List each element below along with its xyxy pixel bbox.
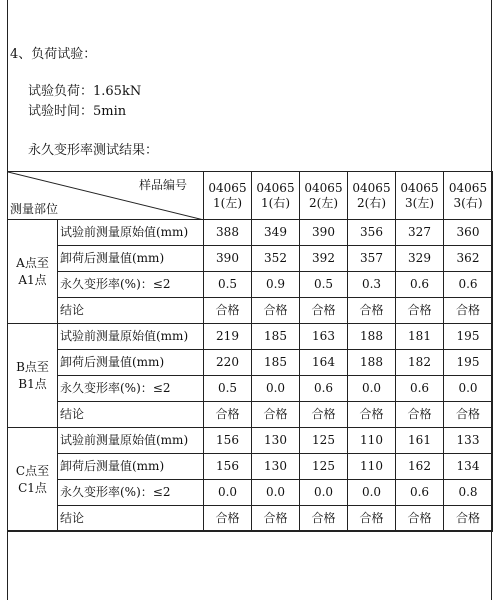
value-cell: 0.6 [396, 272, 444, 298]
test-item-label: 永久变形率(%)：≤2 [58, 376, 204, 402]
value-cell: 合格 [444, 506, 493, 532]
position-label: B点至 [16, 359, 49, 374]
value-cell: 0.6 [300, 376, 348, 402]
value-cell: 219 [204, 324, 252, 350]
sample-side: 3(左) [405, 195, 434, 210]
value-cell: 156 [204, 428, 252, 454]
value-cell: 0.6 [396, 376, 444, 402]
value-cell: 0.5 [300, 272, 348, 298]
value-cell: 合格 [204, 402, 252, 428]
value-cell: 合格 [396, 298, 444, 324]
table-row [8, 454, 493, 480]
value-cell: 388 [204, 220, 252, 246]
value-cell: 0.0 [348, 480, 396, 506]
sample-header-5 [396, 172, 444, 220]
position-label: A点至 [16, 255, 49, 270]
test-item-label: 试验前测量原始值(mm) [58, 220, 204, 246]
test-time-text: 试验时间：5min [28, 104, 127, 119]
value-cell: 188 [348, 350, 396, 376]
test-item-label: 卸荷后测量值(mm) [58, 454, 204, 480]
value-cell: 0.0 [348, 376, 396, 402]
measurement-position-header: 测量部位 [10, 202, 59, 216]
sample-header-1 [204, 172, 252, 220]
value-cell: 合格 [348, 506, 396, 532]
section-title: 4、负荷试验： [10, 47, 97, 62]
test-item-label: 试验前测量原始值(mm) [58, 324, 204, 350]
test-item-label: 结论 [58, 298, 204, 324]
sample-header-6 [444, 172, 493, 220]
value-cell: 133 [444, 428, 493, 454]
value-cell: 合格 [300, 506, 348, 532]
position-label: B1点 [18, 376, 47, 391]
value-cell: 185 [252, 350, 300, 376]
table-row [8, 350, 493, 376]
value-cell: 0.5 [204, 272, 252, 298]
measurement-position-cell [8, 220, 58, 324]
test-item-label: 卸荷后测量值(mm) [58, 246, 204, 272]
value-cell: 合格 [300, 298, 348, 324]
value-cell: 185 [252, 324, 300, 350]
value-cell: 合格 [204, 298, 252, 324]
value-cell: 349 [252, 220, 300, 246]
table-row [8, 246, 493, 272]
value-cell: 合格 [252, 506, 300, 532]
value-cell: 合格 [204, 506, 252, 532]
deformation-results-table [7, 171, 493, 532]
sample-number-header: 样品编号 [138, 178, 187, 192]
table-row [8, 506, 493, 532]
sample-side: 2(左) [309, 195, 338, 210]
sample-header-3 [300, 172, 348, 220]
value-cell: 161 [396, 428, 444, 454]
table-row [8, 480, 493, 506]
sample-code: 04065 [352, 180, 391, 195]
value-cell: 合格 [444, 402, 493, 428]
test-load-text: 试验负荷：1.65kN [28, 84, 142, 99]
value-cell: 125 [300, 428, 348, 454]
value-cell: 390 [300, 220, 348, 246]
sample-code: 04065 [256, 180, 295, 195]
value-cell: 182 [396, 350, 444, 376]
value-cell: 合格 [348, 298, 396, 324]
value-cell: 163 [300, 324, 348, 350]
value-cell: 156 [204, 454, 252, 480]
sample-code: 04065 [304, 180, 343, 195]
test-item-label: 结论 [58, 506, 204, 532]
value-cell: 合格 [348, 402, 396, 428]
value-cell: 392 [300, 246, 348, 272]
table-row [8, 298, 493, 324]
measurement-position-cell [8, 428, 58, 532]
lower-section-rule [7, 530, 492, 531]
position-label: C1点 [18, 480, 47, 495]
sample-side: 1(左) [213, 195, 242, 210]
result-title: 永久变形率测试结果： [28, 143, 159, 158]
sample-side: 2(右) [357, 195, 386, 210]
value-cell: 合格 [396, 402, 444, 428]
value-cell: 0.0 [300, 480, 348, 506]
value-cell: 181 [396, 324, 444, 350]
value-cell: 162 [396, 454, 444, 480]
value-cell: 合格 [396, 506, 444, 532]
sample-code: 04065 [448, 180, 488, 195]
value-cell: 110 [348, 454, 396, 480]
measurement-position-cell [8, 324, 58, 428]
sample-side: 1(右) [261, 195, 290, 210]
value-cell: 0.6 [396, 480, 444, 506]
sample-code: 04065 [400, 180, 439, 195]
value-cell: 0.5 [204, 376, 252, 402]
table-row [8, 428, 493, 454]
value-cell: 362 [444, 246, 493, 272]
value-cell: 合格 [300, 402, 348, 428]
value-cell: 合格 [444, 298, 493, 324]
table-row [8, 272, 493, 298]
table-row [8, 220, 493, 246]
test-item-label: 试验前测量原始值(mm) [58, 428, 204, 454]
value-cell: 390 [204, 246, 252, 272]
position-label: C点至 [15, 463, 50, 478]
test-item-label: 卸荷后测量值(mm) [58, 350, 204, 376]
sample-code: 04065 [208, 180, 247, 195]
test-item-label: 永久变形率(%)：≤2 [58, 480, 204, 506]
sample-side: 3(右) [453, 195, 483, 210]
test-item-label: 结论 [58, 402, 204, 428]
value-cell: 0.3 [348, 272, 396, 298]
value-cell: 0.8 [444, 480, 493, 506]
value-cell: 329 [396, 246, 444, 272]
value-cell: 0.0 [204, 480, 252, 506]
value-cell: 164 [300, 350, 348, 376]
header-row [8, 172, 493, 220]
position-label: A1点 [18, 272, 47, 287]
value-cell: 357 [348, 246, 396, 272]
sample-header-4 [348, 172, 396, 220]
value-cell: 195 [444, 350, 493, 376]
value-cell: 356 [348, 220, 396, 246]
table-row [8, 376, 493, 402]
value-cell: 合格 [252, 298, 300, 324]
value-cell: 0.0 [252, 480, 300, 506]
value-cell: 0.9 [252, 272, 300, 298]
value-cell: 360 [444, 220, 493, 246]
test-item-label: 永久变形率(%)：≤2 [58, 272, 204, 298]
value-cell: 125 [300, 454, 348, 480]
value-cell: 327 [396, 220, 444, 246]
table-row [8, 402, 493, 428]
value-cell: 195 [444, 324, 493, 350]
table-row [8, 324, 493, 350]
value-cell: 0.0 [444, 376, 493, 402]
sample-header-2 [252, 172, 300, 220]
value-cell: 352 [252, 246, 300, 272]
value-cell: 134 [444, 454, 493, 480]
value-cell: 0.0 [252, 376, 300, 402]
value-cell: 130 [252, 454, 300, 480]
diagonal-header-cell [8, 172, 204, 220]
value-cell: 合格 [252, 402, 300, 428]
value-cell: 0.6 [444, 272, 493, 298]
value-cell: 220 [204, 350, 252, 376]
value-cell: 188 [348, 324, 396, 350]
value-cell: 110 [348, 428, 396, 454]
value-cell: 130 [252, 428, 300, 454]
